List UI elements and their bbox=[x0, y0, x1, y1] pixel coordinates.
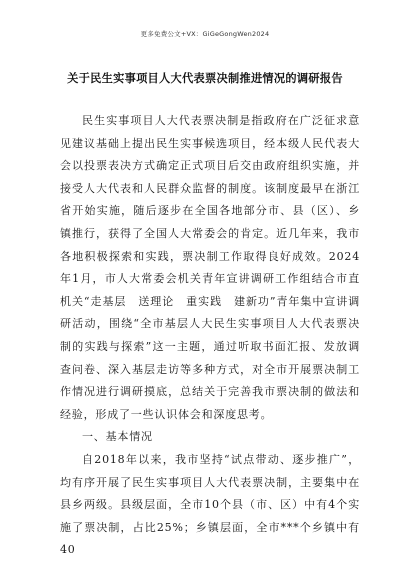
section-heading-basic-situation: 一、基本情况 bbox=[82, 430, 153, 444]
paragraph-intro: 民生实事项目人大代表票决制是指政府在广泛征求意见建议基础上提出民生实事候选项目，经本级人民代表大会以投票表决方式确定正式项目后交由政府组织实施，并接受人大代表和人民群众监督的制度。该制度最早在浙江省开始实施，随后逐步在全国各地部分市、县（区）、乡镇推行，获得了全国人大常委会的肯定。近几年来，我市各地积极探索和实践，票决制工作取得良好成效。2024年1月，市人大常委会机关青年宣讲调研工作组结合市直机关“走基层 送理论 重实践 建新功”青年集中宣讲调研活动，围绕“全市基层人大民生实事项目人大代表票决制的实践与探索”这一主题，通过听取书面汇报、发放调查问卷、深入基层走访等多种方式，对全市开展票决制工作情况进行调研摸底，总结关于完善我市票决制的做法和经验，形成了一些认识体会和深度思考。 bbox=[60, 114, 360, 421]
header-promo-note: 更多免费公文+VX：GiGeGongWen2024 bbox=[140, 30, 270, 38]
document-body bbox=[60, 110, 360, 562]
paragraph-basic-situation: 自2018年以来，我市坚持“试点带动、逐步推广”，均有序开展了民生实事项目人大代表票决制，主要集中在县乡两级。县级层面，全市10个县（市、区）中有4个实施了票决制，占比25%；乡镇层面，全市***个乡镇中有40 bbox=[60, 452, 360, 557]
document-title: 关于民生实事项目人大代表票决制推进情况的调研报告 bbox=[67, 72, 343, 85]
